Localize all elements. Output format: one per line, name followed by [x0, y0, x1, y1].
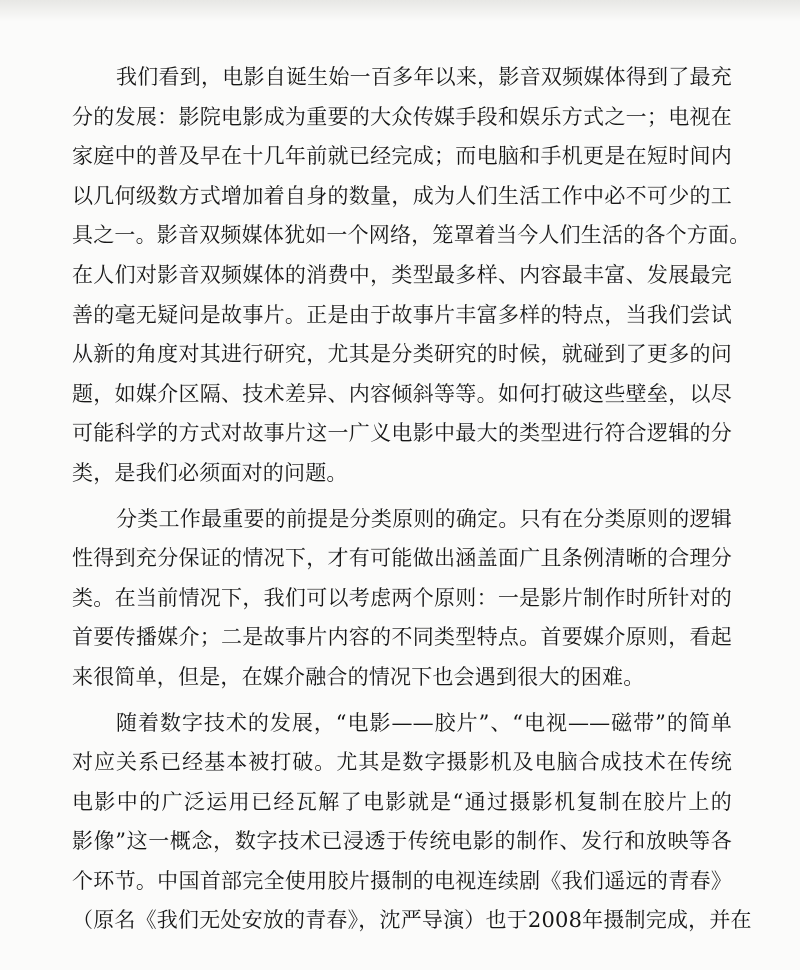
- text-line: 家庭中的普及早在十几年前就已经完成；而电脑和手机更是在短时间内: [72, 144, 732, 169]
- text-line: 个环节。中国首部完全使用胶片摄制的电视连续剧《我们遥远的青春》: [72, 868, 732, 893]
- text-line: 随着数字技术的发展，“电影——胶片”、“电视——磁带”的简单: [116, 710, 732, 735]
- body-text: [72, 58, 752, 941]
- text-line: 类，是我们必须面对的问题。: [72, 460, 348, 485]
- text-line: 可能科学的方式对故事片这一广义电影中最大的类型进行符合逻辑的分: [72, 421, 732, 446]
- text-line: （原名《我们无处安放的青春》，沈严导演）也于2008年摄制完成，并在: [72, 908, 752, 933]
- text-line: 类。在当前情况下，我们可以考虑两个原则：一是影片制作时所针对的: [72, 585, 732, 610]
- text-line: 首要传播媒介；二是故事片内容的不同类型特点。首要媒介原则，看起: [72, 625, 732, 650]
- text-line: 性得到充分保证的情况下，才有可能做出涵盖面广且条例清晰的合理分: [72, 546, 732, 571]
- scan-top-edge: [0, 0, 800, 22]
- text-line: 以几何级数方式增加着自身的数量，成为人们生活工作中必不可少的工: [72, 183, 732, 208]
- text-line: 善的毫无疑问是故事片。正是由于故事片丰富多样的特点，当我们尝试: [72, 302, 732, 327]
- text-line: 题，如媒介区隔、技术差异、内容倾斜等等。如何打破这些壁垒，以尽: [72, 381, 732, 406]
- text-line: 影像”这一概念，数字技术已浸透于传统电影的制作、发行和放映等各: [72, 829, 732, 854]
- text-line: 分类工作最重要的前提是分类原则的确定。只有在分类原则的逻辑: [116, 506, 732, 531]
- text-line: 从新的角度对其进行研究，尤其是分类研究的时候，就碰到了更多的问: [72, 342, 732, 367]
- text-line: 分的发展：影院电影成为重要的大众传媒手段和娱乐方式之一；电视在: [72, 104, 732, 129]
- paragraph-1: [72, 58, 751, 494]
- text-line: 对应关系已经基本被打破。尤其是数字摄影机及电脑合成技术在传统: [72, 750, 732, 775]
- paragraph-2: [72, 500, 732, 698]
- text-line: 我们看到，电影自诞生始一百多年以来，影音双频媒体得到了最充: [116, 65, 732, 89]
- text-line: 在人们对影音双频媒体的消费中，类型最多样、内容最丰富、发展最完: [72, 262, 732, 287]
- text-line: 来很简单，但是，在媒介融合的情况下也会遇到很大的困难。: [72, 664, 645, 689]
- text-line: 电影中的广泛运用已经瓦解了电影就是“通过摄影机复制在胶片上的: [72, 789, 732, 814]
- text-line: 具之一。影音双频媒体犹如一个网络，笼罩着当今人们生活的各个方面。: [72, 223, 751, 248]
- paragraph-3: [72, 704, 752, 942]
